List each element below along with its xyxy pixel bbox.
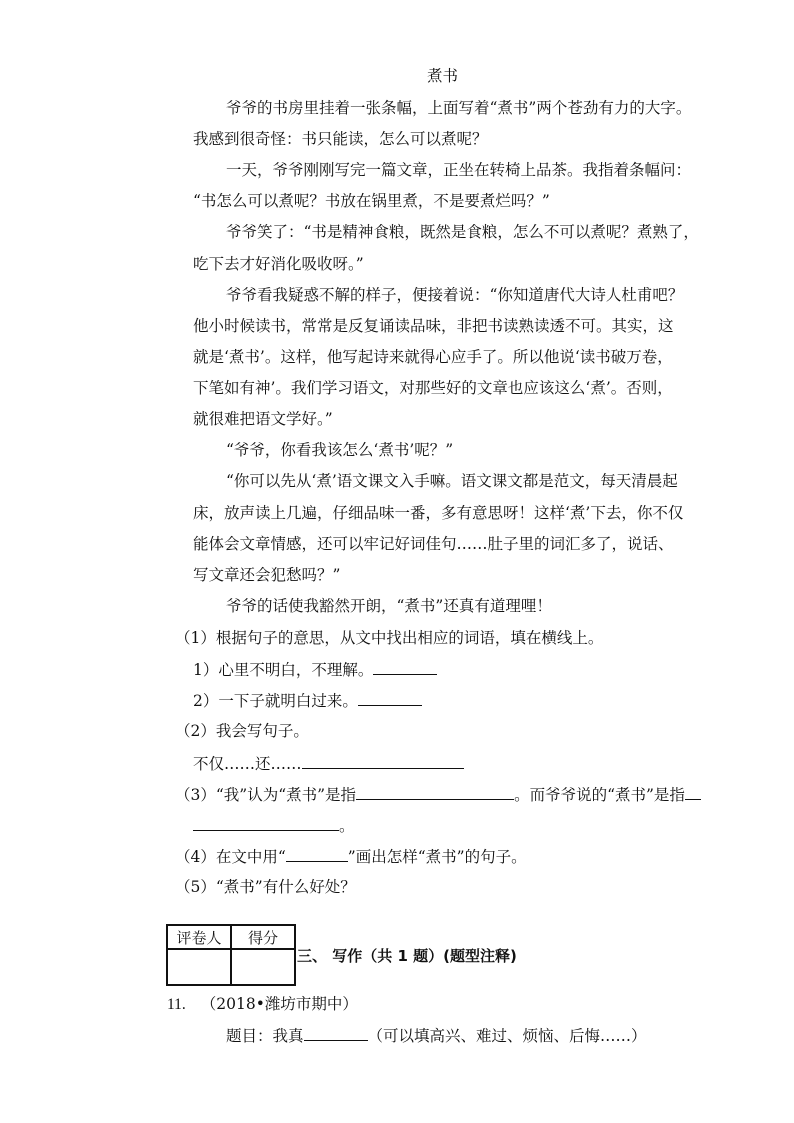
question-3-cont	[193, 815, 355, 836]
question-source: （2018•潍坊市期中）	[200, 995, 358, 1013]
question-text: （可以填高兴、难过、烦恼、后悔……）	[367, 1027, 647, 1045]
answer-blank[interactable]	[286, 846, 348, 862]
passage-line: 下笔如有神’。我们学习语文，对那些好的文章也应该这么‘煮’。否则，	[193, 379, 673, 397]
passage-line: “你可以先从‘煮’语文课文入手嘛。语文课文都是范文，每天清晨起	[226, 472, 678, 490]
passage-line: 爷爷的书房里挂着一张条幅，上面写着“煮书”两个苍劲有力的大字。	[226, 99, 692, 117]
score-cell[interactable]	[231, 949, 295, 985]
answer-blank[interactable]	[302, 753, 464, 769]
answer-blank[interactable]	[356, 784, 514, 800]
answer-blank[interactable]	[685, 784, 701, 800]
question-11-prompt	[226, 1025, 647, 1046]
question-text: 2）一下子就明白过来。	[193, 692, 358, 710]
passage-line: 爷爷的话使我豁然开朗，“煮书”还真有道理哩！	[226, 597, 552, 615]
passage-line: 就是‘煮书’。这样，他写起诗来就得心应手了。所以他说‘读书破万卷，	[193, 348, 673, 366]
question-1-1	[193, 659, 437, 680]
grader-cell[interactable]	[167, 949, 231, 985]
passage-line: 爷爷看我疑惑不解的样子，便接着说：“你知道唐代大诗人杜甫吧？	[226, 286, 684, 304]
question-text: （4）在文中用“	[175, 848, 286, 866]
question-text: 1）心里不明白，不理解。	[193, 661, 374, 679]
score-table	[166, 924, 296, 986]
passage-line: 爷爷笑了：“书是精神食粮，既然是食粮，怎么不可以煮呢？煮熟了，	[226, 223, 699, 241]
grader-header: 评卷人	[167, 925, 231, 949]
answer-blank[interactable]	[358, 690, 422, 706]
question-1: （1）根据句子的意思，从文中找出相应的词语，填在横线上。	[175, 629, 604, 647]
passage-line: 吃下去才好消化吸收呀。”	[193, 255, 364, 273]
question-2-prompt	[193, 753, 464, 774]
passage-line: 床，放声读上几遍，仔细品味一番，多有意思呀！这样‘煮’下去，你不仅	[193, 504, 684, 522]
passage-line: 就很难把语文学好。”	[193, 410, 333, 428]
question-5: （5）“煮书”有什么好处？	[175, 878, 356, 896]
answer-blank[interactable]	[304, 1025, 368, 1041]
question-2: （2）我会写句子。	[175, 722, 309, 740]
question-4	[175, 846, 527, 867]
passage-title: 煮书	[427, 67, 459, 85]
question-text: 。而爷爷说的“煮书”是指	[514, 786, 685, 804]
question-number: 11.	[167, 996, 186, 1013]
question-text: 题目：我真	[226, 1027, 304, 1045]
question-11	[167, 994, 358, 1015]
question-text: ”画出怎样“煮书”的句子。	[347, 848, 527, 866]
question-text: 不仅……还……	[193, 755, 302, 773]
passage-line: “爷爷，你看我该怎么‘煮书’呢？”	[226, 441, 454, 459]
section-heading: 三、 写作（共 1 题）(题型注释)	[297, 947, 517, 965]
passage-line: 他小时候读书，常常是反复诵读品味，非把书读熟读透不可。其实，这	[193, 317, 674, 335]
score-header: 得分	[231, 925, 295, 949]
passage-line: “书怎么可以煮呢？书放在锅里煮，不是要煮烂吗？”	[193, 192, 550, 210]
passage-line: 写文章还会犯愁吗？”	[193, 566, 341, 584]
question-text: （3）“我”认为“煮书”是指	[175, 786, 357, 804]
question-1-2	[193, 690, 422, 711]
passage-line: 能体会文章情感，还可以牢记好词佳句……肚子里的词汇多了，说话、	[193, 535, 674, 553]
question-text: 。	[339, 817, 355, 835]
passage-line: 我感到很奇怪：书只能读，怎么可以煮呢？	[193, 130, 488, 148]
passage-line: 一天，爷爷刚刚写完一篇文章，正坐在转椅上品茶。我指着条幅问：	[226, 161, 692, 179]
answer-blank[interactable]	[373, 659, 437, 675]
question-3	[175, 784, 701, 805]
answer-blank[interactable]	[193, 815, 339, 831]
